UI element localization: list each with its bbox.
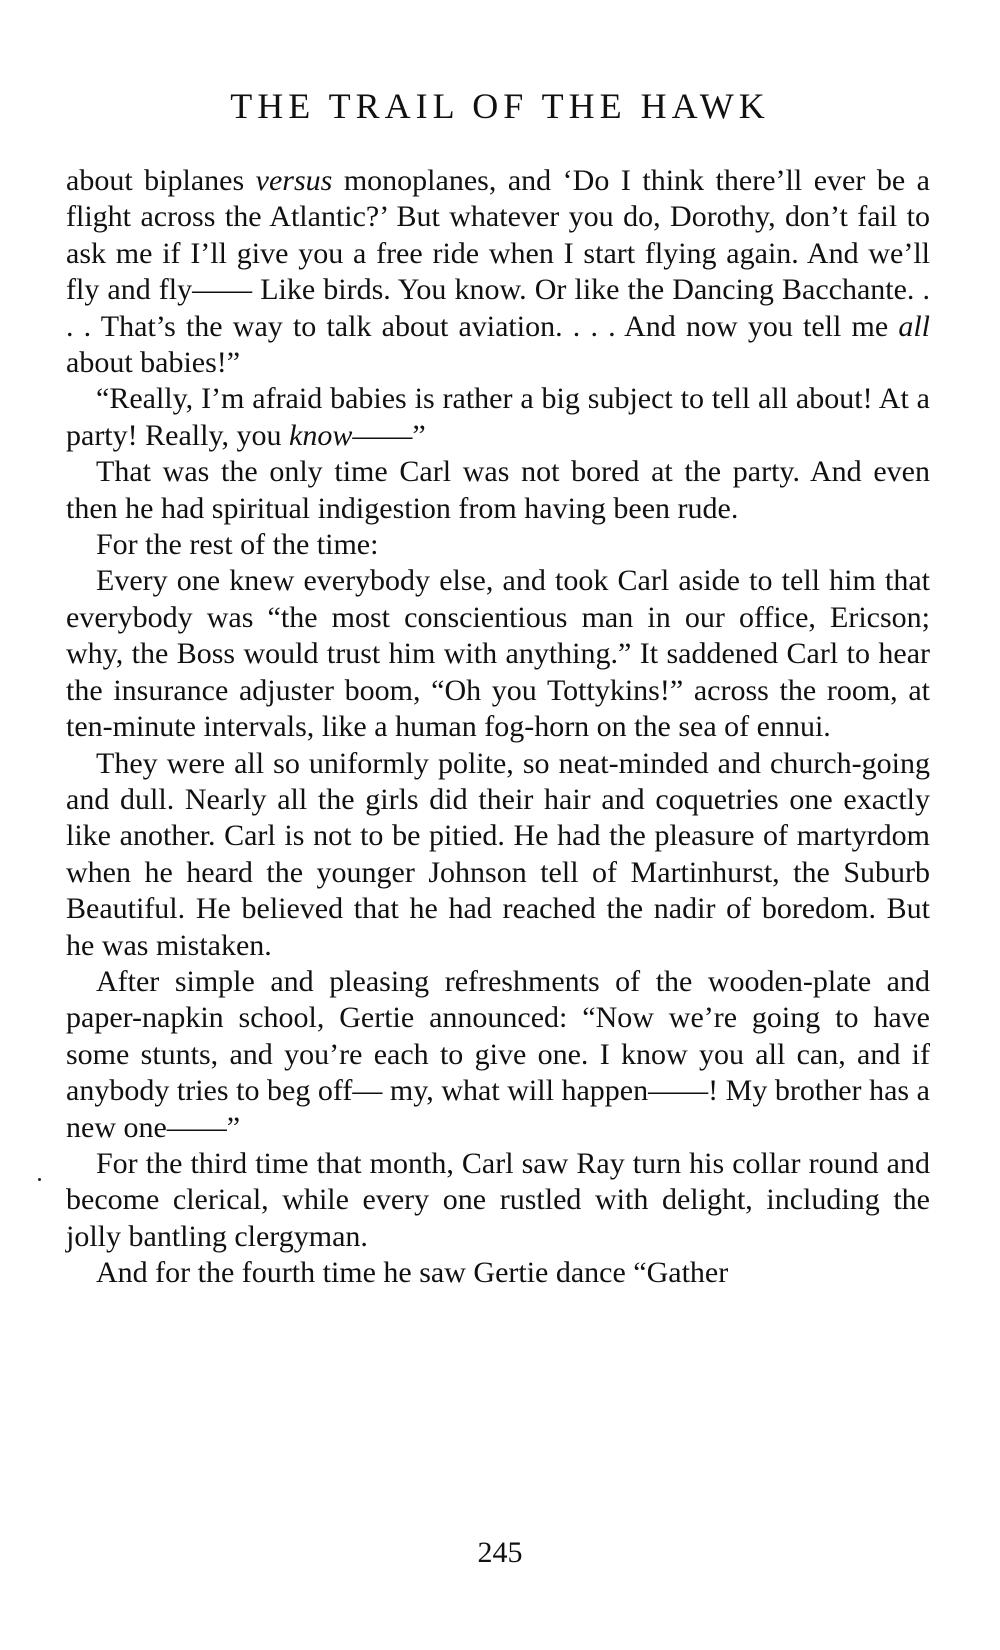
text-run: And for the fourth time he saw Gertie dance “Gather <box>96 1256 729 1290</box>
text-run: For the rest of the time: <box>96 528 379 562</box>
italic-text: versus <box>255 164 333 197</box>
paragraph <box>66 381 930 454</box>
paragraph <box>66 454 930 527</box>
text-run: about babies!” <box>66 346 241 380</box>
text-run: Every one knew everybody else, and took Carl aside to tell him that everybody was “the most conscientious man in our office, Ericson; why, the Boss would trust him with anything.” It saddened Carl to hear the insurance adjuster boom, “Oh you Tottykins!” across the room, at ten-minute intervals, like a human fog-horn on the sea of ennui. <box>66 564 930 744</box>
text-run: They were all so uniformly polite, so neat-minded and church-going and dull. Nearly all the girls did their hair and coquetries one exactly like another. Carl is not to be pitied. He had the pleasure of martyrdom when he heard the younger Johnson tell of Martinhurst, the Suburb Beautiful. He believed that he had reached the nadir of boredom. But he was mistaken. <box>66 746 930 962</box>
paragraph <box>66 1255 930 1291</box>
italic-text: know <box>289 418 353 452</box>
running-head: THE TRAIL OF THE HAWK <box>230 86 770 126</box>
body-text <box>66 163 930 1292</box>
stray-ink-mark <box>38 1178 41 1181</box>
paragraph <box>66 563 930 745</box>
paragraph <box>66 527 930 563</box>
text-run: That was the only time Carl was not bored at the party. And even then he had spiritual indigestion from having been rude. <box>66 455 930 525</box>
paragraph <box>66 1146 930 1255</box>
text-run: ——” <box>352 418 426 452</box>
paragraph <box>66 746 930 964</box>
text-run: “Really, I’m afraid babies is rather a big subject to tell all about! At a party! Really, you <box>66 382 930 452</box>
text-run: After simple and pleasing refreshments of the wooden-plate and paper-napkin school, Gertie announced: “Now we’re going to have some stunts, and you’re each to give one. I know you all can, and if anybody tries to beg off— my, what will happen——! My brother has a new one——” <box>66 964 930 1144</box>
text-run: about biplanes <box>66 164 256 197</box>
italic-text: all <box>898 309 930 343</box>
text-run: monoplanes, and ‘Do I think there’ll ever be a flight across the Atlantic?’ But whatever you do, Dorothy, don’t fail to ask me if I’ll give you a free ride when I start flying again. And we’ll fly and fly—— Like birds. You know. Or like the Dancing Bacchante. . . . That’s the way to talk about aviation. . . . And now you tell me <box>66 164 930 343</box>
text-run: For the third time that month, Carl saw Ray turn his collar round and become clerical, while every one rustled with delight, including the jolly bantling clergyman. <box>66 1146 930 1253</box>
paragraph <box>66 964 930 1146</box>
page-number: 245 <box>477 1536 523 1569</box>
paragraph <box>66 163 930 381</box>
